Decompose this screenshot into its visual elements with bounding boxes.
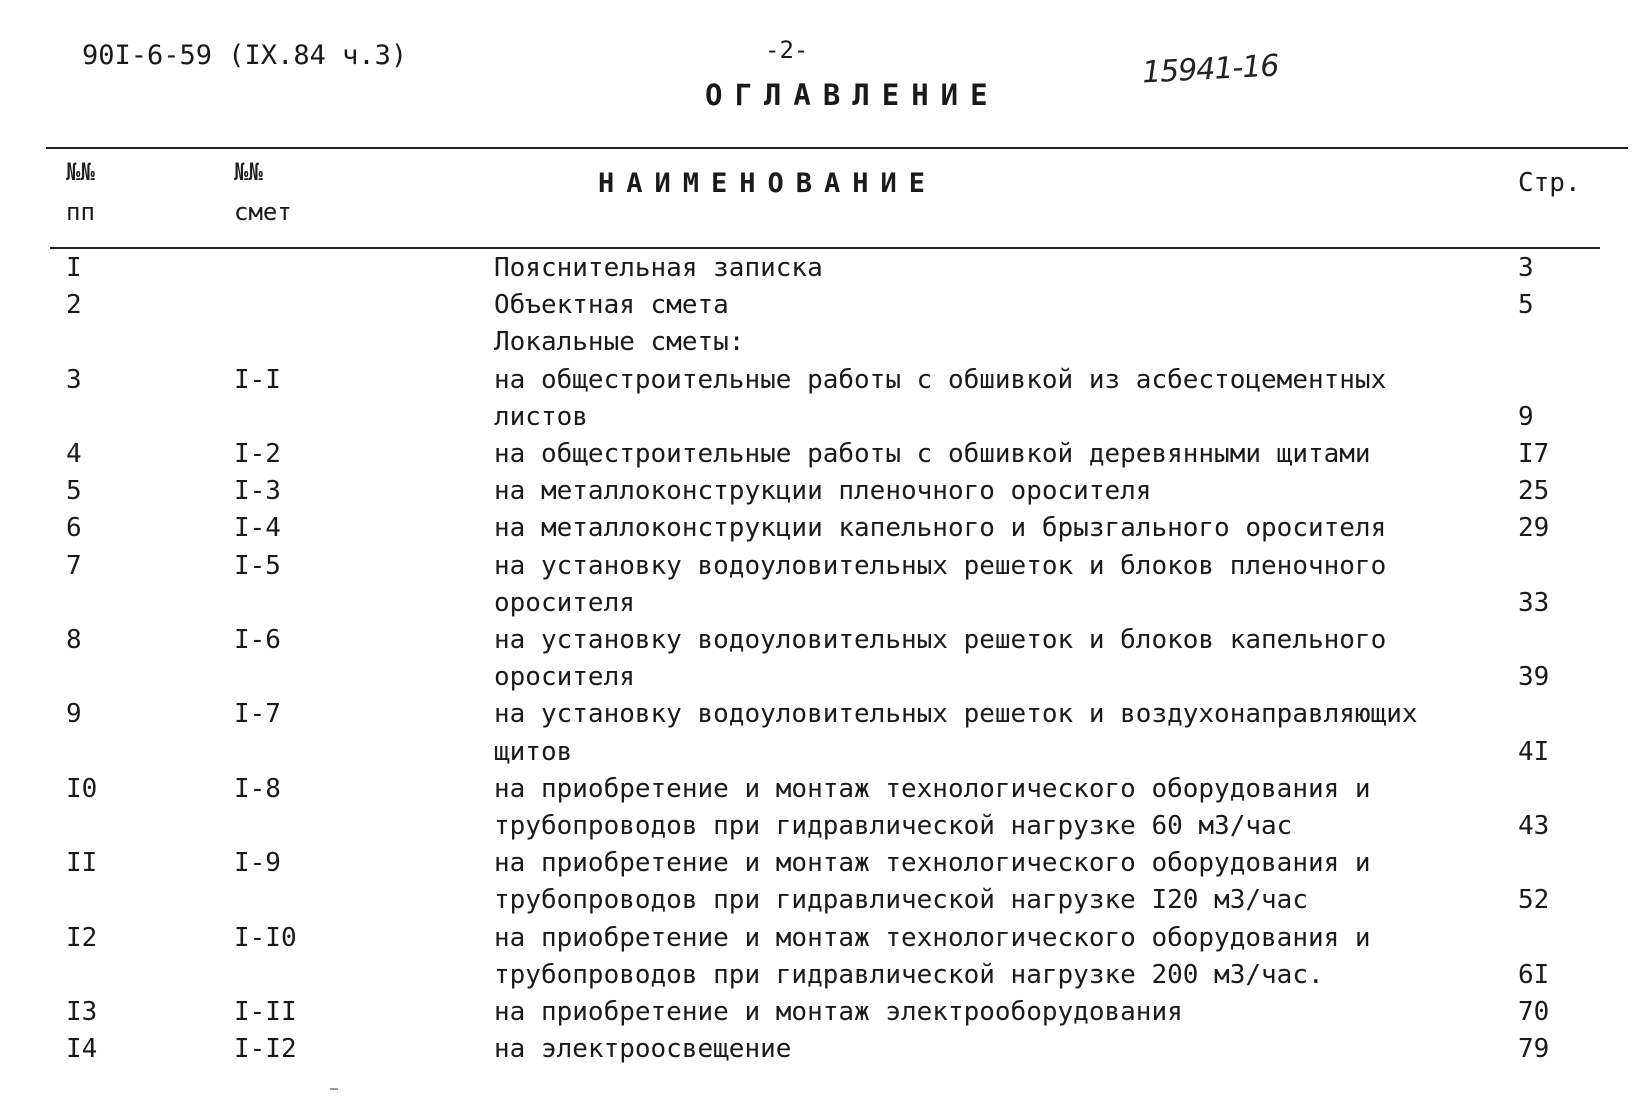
estimate-number: I-I2 <box>234 1034 297 1065</box>
item-name: трубопроводов при гидравлической нагрузке I20 м3/час <box>494 885 1308 916</box>
item-name: листов <box>494 401 588 432</box>
row-number: 9 <box>66 699 82 730</box>
page-ref: 52 <box>1518 885 1550 916</box>
item-name: на установку водоуловительных решеток и воздухонаправляющих <box>494 699 1418 730</box>
row-number: 7 <box>66 550 82 581</box>
item-name: оросителя <box>494 587 635 618</box>
item-name: на установку водоуловительных решеток и блоков пленочного <box>494 550 1387 581</box>
page-ref: 5 <box>1518 290 1534 321</box>
table-row <box>0 960 1640 997</box>
estimate-number: I-2 <box>234 439 281 469</box>
item-name: на приобретение и монтаж технологического оборудования и <box>494 848 1371 879</box>
item-name: на электроосвещение <box>494 1034 792 1065</box>
column-header-number-line2: пп <box>66 198 95 226</box>
document-code: 90I-6-59 (IX.84 ч.3) <box>82 40 408 71</box>
page-number: -2- <box>765 36 809 64</box>
table-row <box>0 737 1640 774</box>
item-name: на приобретение и монтаж технологического оборудования и <box>494 773 1371 804</box>
item-name: на общестроительные работы с обшивкой деревянными щитами <box>494 439 1371 469</box>
handwritten-note: 15941-16 <box>1141 48 1280 91</box>
column-header-number-line1: №№ <box>66 158 95 186</box>
page-ref: 33 <box>1518 587 1550 618</box>
page-ref: 43 <box>1518 811 1550 841</box>
table-row <box>0 997 1640 1034</box>
column-header-page: Стр. <box>1518 168 1581 198</box>
column-header-estimate-line2: смет <box>234 198 292 226</box>
header-rule <box>50 247 1600 249</box>
table-row <box>0 402 1640 439</box>
table-row <box>0 811 1640 848</box>
row-number: I4 <box>66 1034 98 1065</box>
column-header-name: НАИМЕНОВАНИЕ <box>598 168 938 199</box>
estimate-number: I-I <box>234 364 281 395</box>
row-number: I0 <box>66 773 98 804</box>
item-name: на общестроительные работы с обшивкой из асбестоцементных <box>494 364 1387 395</box>
page-ref: 70 <box>1518 997 1550 1027</box>
table-row <box>0 662 1640 699</box>
table-row <box>0 327 1640 364</box>
column-header-estimate-line1: №№ <box>234 158 263 186</box>
page-ref: 79 <box>1518 1034 1550 1065</box>
row-number: 6 <box>66 513 82 544</box>
page-ref: 29 <box>1518 513 1550 544</box>
page-ref: 3 <box>1518 253 1534 283</box>
item-name: Пояснительная записка <box>494 253 823 283</box>
estimate-number: I-5 <box>234 550 281 581</box>
item-name: на металлоконструкции капельного и брызгального оросителя <box>494 513 1387 544</box>
page-ref: 4I <box>1518 736 1550 767</box>
table-row <box>0 885 1640 922</box>
item-name: на приобретение и монтаж электрооборудования <box>494 997 1183 1027</box>
row-number: 5 <box>66 476 82 507</box>
estimate-number: I-7 <box>234 699 281 730</box>
estimate-number: I-9 <box>234 848 281 879</box>
page-ref: 6I <box>1518 959 1550 990</box>
table-row <box>0 253 1640 290</box>
table-row <box>0 699 1640 736</box>
estimate-number: I-8 <box>234 773 281 804</box>
row-number: 2 <box>66 290 82 321</box>
item-name: трубопроводов при гидравлической нагрузке 60 м3/час <box>494 811 1293 841</box>
item-name: трубопроводов при гидравлической нагрузке 200 м3/час. <box>494 959 1324 990</box>
table-row <box>0 625 1640 662</box>
page-ref: I7 <box>1518 439 1550 469</box>
page-title: ОГЛАВЛЕНИЕ <box>705 78 1000 112</box>
table-row <box>0 439 1640 476</box>
item-name: на установку водоуловительных решеток и блоков капельного <box>494 625 1387 655</box>
estimate-number: I-6 <box>234 625 281 655</box>
row-number: II <box>66 848 98 879</box>
table-row <box>0 365 1640 402</box>
table-row <box>0 588 1640 625</box>
row-number: 8 <box>66 625 82 655</box>
top-rule <box>46 147 1628 149</box>
page-ref: 25 <box>1518 476 1550 507</box>
page-ref: 39 <box>1518 662 1550 693</box>
item-name: оросителя <box>494 662 635 693</box>
row-number: I <box>66 253 82 283</box>
table-row <box>0 1034 1640 1071</box>
estimate-number: I-4 <box>234 513 281 544</box>
table-row <box>0 290 1640 327</box>
estimate-number: I-I0 <box>234 922 297 953</box>
table-row <box>0 774 1640 811</box>
row-number: 4 <box>66 439 82 469</box>
item-name: Локальные сметы: <box>494 327 745 358</box>
estimate-number: I-II <box>234 997 297 1027</box>
item-name: Объектная смета <box>494 290 729 321</box>
table-row <box>0 848 1640 885</box>
item-name: на металлоконструкции пленочного оросителя <box>494 476 1152 507</box>
table-row <box>0 513 1640 550</box>
item-name: на приобретение и монтаж технологического оборудования и <box>494 922 1371 953</box>
table-row <box>0 476 1640 513</box>
table-row <box>0 923 1640 960</box>
row-number: 3 <box>66 364 82 395</box>
row-number: I3 <box>66 997 98 1027</box>
item-name: щитов <box>494 736 573 767</box>
page-ref: 9 <box>1518 401 1534 432</box>
row-number: I2 <box>66 922 98 953</box>
table-row <box>0 551 1640 588</box>
scan-artifact <box>330 1088 338 1090</box>
estimate-number: I-3 <box>234 476 281 507</box>
